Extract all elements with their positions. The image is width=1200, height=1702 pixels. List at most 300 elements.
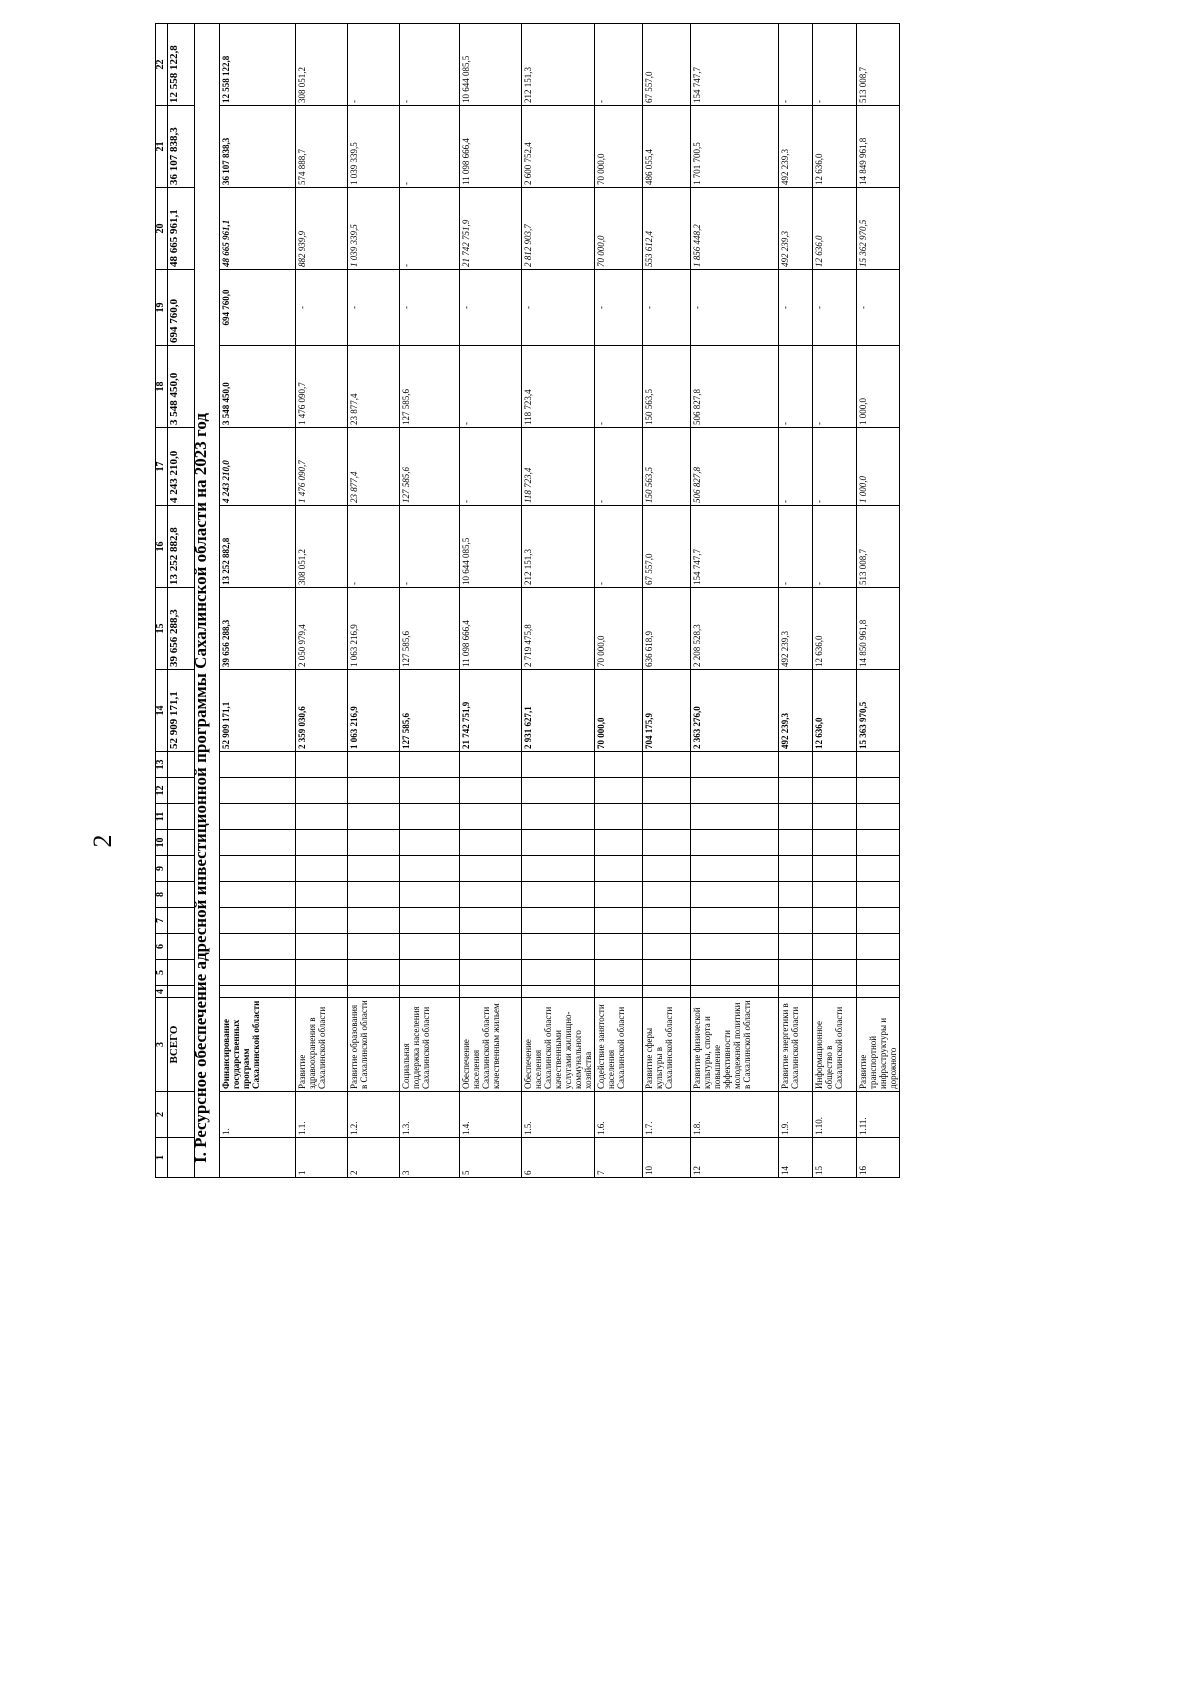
- program-name-cell: Развитие энергетики в Сахалинской области: [779, 998, 813, 1092]
- total-cell: 13 252 882,8: [168, 506, 195, 588]
- empty-cell: [296, 778, 348, 804]
- empty-cell: [813, 908, 857, 934]
- value-cell: -: [813, 506, 857, 588]
- program-name-cell: Обеспечение населения Сахалинской области качественным жильем: [460, 998, 522, 1092]
- value-cell: 67 557,0: [643, 24, 691, 106]
- empty-cell: [813, 778, 857, 804]
- empty-cell: [460, 856, 522, 882]
- section-title: I. Ресурсное обеспечение адресной инвестиционной программы Сахалинской области на 2023 год: [195, 24, 220, 1178]
- program-name-cell: Обеспечение населения Сахалинской области качественными услугами жилищно-коммунального хозяйства: [522, 998, 595, 1092]
- row-index-cell: 5: [460, 1138, 522, 1178]
- value-cell: -: [595, 506, 643, 588]
- value-cell: 1 000,0: [857, 346, 900, 428]
- empty-cell: [779, 960, 813, 986]
- column-number: 15: [156, 588, 168, 670]
- empty-cell: [220, 778, 296, 804]
- empty-cell: [460, 986, 522, 998]
- column-number: 9: [156, 856, 168, 882]
- empty-cell: [779, 752, 813, 778]
- table-row: [220, 24, 296, 1178]
- row-code-cell: 1.6.: [595, 1092, 643, 1138]
- empty-cell: [813, 752, 857, 778]
- empty-cell: [595, 830, 643, 856]
- value-cell: -: [400, 188, 460, 270]
- empty-cell: [296, 830, 348, 856]
- value-cell: 154 747,7: [691, 506, 779, 588]
- value-cell: 694 760,0: [220, 270, 296, 346]
- empty-cell: [522, 960, 595, 986]
- value-cell: 118 723,4: [522, 346, 595, 428]
- value-cell: -: [400, 24, 460, 106]
- column-number: 2: [156, 1092, 168, 1138]
- empty-cell: [348, 934, 400, 960]
- column-number: 16: [156, 506, 168, 588]
- value-cell: 2 600 752,4: [522, 106, 595, 188]
- empty-cell: [813, 934, 857, 960]
- page-number: 2: [88, 834, 117, 848]
- empty-cell: [220, 752, 296, 778]
- column-number: 5: [156, 960, 168, 986]
- program-name-cell: Развитие здравоохранения в Сахалинской области: [296, 998, 348, 1092]
- empty-cell: [220, 856, 296, 882]
- empty-cell: [643, 830, 691, 856]
- value-cell: 4 243 210,0: [220, 428, 296, 506]
- empty-cell: [348, 908, 400, 934]
- value-cell: 2 050 979,4: [296, 588, 348, 670]
- table-row: [522, 24, 595, 1178]
- empty-cell: [857, 934, 900, 960]
- empty-cell: [691, 960, 779, 986]
- empty-cell: [857, 778, 900, 804]
- empty-cell: [643, 882, 691, 908]
- empty-cell: [220, 908, 296, 934]
- program-name-cell: Развитие транспортной инфраструктуры и дорожного: [857, 998, 900, 1092]
- empty-cell: [460, 934, 522, 960]
- value-cell: 15 363 970,5: [857, 670, 900, 752]
- value-cell: 553 612,4: [643, 188, 691, 270]
- row-code-cell: 1.3.: [400, 1092, 460, 1138]
- empty-cell: [691, 856, 779, 882]
- empty-cell: [220, 830, 296, 856]
- value-cell: 2 208 528,3: [691, 588, 779, 670]
- value-cell: -: [643, 270, 691, 346]
- empty-cell: [348, 882, 400, 908]
- value-cell: 1 063 216,9: [348, 670, 400, 752]
- empty-cell: [643, 752, 691, 778]
- row-code-cell: 1.11.: [857, 1092, 900, 1138]
- value-cell: 492 239,3: [779, 670, 813, 752]
- value-cell: -: [595, 24, 643, 106]
- row-index-cell: [220, 1138, 296, 1178]
- table-row: [348, 24, 400, 1178]
- total-cell: 36 107 838,3: [168, 106, 195, 188]
- value-cell: 14 850 961,8: [857, 588, 900, 670]
- table-row: [857, 24, 900, 1178]
- empty-cell: [296, 804, 348, 830]
- empty-cell: [595, 986, 643, 998]
- empty-cell: [522, 908, 595, 934]
- empty-cell: [400, 804, 460, 830]
- empty-cell: [857, 752, 900, 778]
- row-index-cell: 10: [643, 1138, 691, 1178]
- empty-cell: [813, 882, 857, 908]
- empty-cell: [460, 882, 522, 908]
- value-cell: 12 636,0: [813, 188, 857, 270]
- row-index-cell: 6: [522, 1138, 595, 1178]
- value-cell: 513 008,7: [857, 506, 900, 588]
- value-cell: 574 888,7: [296, 106, 348, 188]
- table-row: [595, 24, 643, 1178]
- row-index-cell: 7: [595, 1138, 643, 1178]
- empty-cell: [400, 830, 460, 856]
- empty-cell: [857, 804, 900, 830]
- empty-cell: [691, 830, 779, 856]
- value-cell: 308 051,2: [296, 506, 348, 588]
- empty-cell: [691, 934, 779, 960]
- program-name-cell: Содействие занятости населения Сахалинской области: [595, 998, 643, 1092]
- empty-cell: [400, 752, 460, 778]
- table-row: [813, 24, 857, 1178]
- value-cell: -: [595, 270, 643, 346]
- empty-cell: [522, 934, 595, 960]
- empty-cell: [522, 804, 595, 830]
- table-row: [296, 24, 348, 1178]
- empty-cell: [691, 908, 779, 934]
- row-code-cell: 1.8.: [691, 1092, 779, 1138]
- empty-cell: [595, 752, 643, 778]
- empty-cell: [348, 856, 400, 882]
- value-cell: 704 175,9: [643, 670, 691, 752]
- value-cell: 1 476 090,7: [296, 346, 348, 428]
- empty-cell: [643, 960, 691, 986]
- row-code-cell: 1.10.: [813, 1092, 857, 1138]
- value-cell: 150 563,5: [643, 428, 691, 506]
- value-cell: 2 719 475,8: [522, 588, 595, 670]
- empty-cell: [779, 986, 813, 998]
- empty-cell: [220, 934, 296, 960]
- rotated-table-sheet: [155, 30, 1021, 1178]
- value-cell: -: [400, 270, 460, 346]
- section-title-row: [195, 24, 220, 1178]
- value-cell: -: [691, 270, 779, 346]
- value-cell: 212 151,3: [522, 506, 595, 588]
- empty-cell: [400, 778, 460, 804]
- row-index-cell: 15: [813, 1138, 857, 1178]
- value-cell: 506 827,8: [691, 346, 779, 428]
- table-row: [691, 24, 779, 1178]
- empty-cell: [348, 804, 400, 830]
- total-cell: 3 548 450,0: [168, 346, 195, 428]
- value-cell: 127 585,6: [400, 670, 460, 752]
- total-cell: 52 909 171,1: [168, 670, 195, 752]
- value-cell: 12 636,0: [813, 588, 857, 670]
- value-cell: -: [595, 428, 643, 506]
- total-label: ВСЕГО: [168, 998, 195, 1092]
- empty-cell: [400, 960, 460, 986]
- value-cell: 492 239,3: [779, 188, 813, 270]
- program-name-cell: Развитие физической культуры, спорта и повышение эффективности молодежной политики в Сахалинской области: [691, 998, 779, 1092]
- empty-cell: [400, 908, 460, 934]
- column-number: 14: [156, 670, 168, 752]
- table-row: [643, 24, 691, 1178]
- value-cell: 1 039 339,5: [348, 106, 400, 188]
- empty-cell: [643, 804, 691, 830]
- column-number: 3: [156, 998, 168, 1092]
- value-cell: 10 644 085,5: [460, 506, 522, 588]
- empty-cell: [460, 804, 522, 830]
- value-cell: 12 636,0: [813, 670, 857, 752]
- value-cell: 70 000,0: [595, 588, 643, 670]
- value-cell: -: [779, 270, 813, 346]
- empty-cell: [813, 804, 857, 830]
- empty-cell: [400, 986, 460, 998]
- column-number: 12: [156, 778, 168, 804]
- table-row: [460, 24, 522, 1178]
- value-cell: 70 000,0: [595, 188, 643, 270]
- column-number: 21: [156, 106, 168, 188]
- empty-cell: [522, 830, 595, 856]
- empty-cell: [348, 778, 400, 804]
- empty-cell: [857, 856, 900, 882]
- value-cell: -: [813, 270, 857, 346]
- column-number: 13: [156, 752, 168, 778]
- empty-cell: [779, 908, 813, 934]
- value-cell: 492 239,3: [779, 106, 813, 188]
- value-cell: 67 557,0: [643, 506, 691, 588]
- empty-cell: [522, 752, 595, 778]
- column-number: 18: [156, 346, 168, 428]
- value-cell: 48 665 961,1: [220, 188, 296, 270]
- column-number: 4: [156, 986, 168, 998]
- program-name-cell: Развитие сферы культуры в Сахалинской области: [643, 998, 691, 1092]
- value-cell: -: [813, 346, 857, 428]
- value-cell: 486 055,4: [643, 106, 691, 188]
- empty-cell: [296, 960, 348, 986]
- empty-cell: [220, 882, 296, 908]
- value-cell: -: [460, 270, 522, 346]
- empty-cell: [296, 752, 348, 778]
- table-row: [779, 24, 813, 1178]
- value-cell: 127 585,6: [400, 588, 460, 670]
- value-cell: -: [460, 346, 522, 428]
- column-number: 11: [156, 804, 168, 830]
- value-cell: 506 827,8: [691, 428, 779, 506]
- value-cell: 12 558 122,8: [220, 24, 296, 106]
- value-cell: -: [296, 270, 348, 346]
- value-cell: 118 723,4: [522, 428, 595, 506]
- empty-cell: [522, 856, 595, 882]
- value-cell: -: [779, 24, 813, 106]
- value-cell: 1 476 090,7: [296, 428, 348, 506]
- value-cell: -: [813, 24, 857, 106]
- empty-cell: [779, 882, 813, 908]
- empty-cell: [813, 856, 857, 882]
- empty-cell: [522, 778, 595, 804]
- value-cell: 2 363 276,0: [691, 670, 779, 752]
- empty-cell: [779, 804, 813, 830]
- empty-cell: [296, 908, 348, 934]
- value-cell: 1 063 216,9: [348, 588, 400, 670]
- value-cell: 212 151,3: [522, 24, 595, 106]
- empty-cell: [813, 960, 857, 986]
- row-index-cell: 1: [296, 1138, 348, 1178]
- empty-cell: [348, 752, 400, 778]
- value-cell: 882 939,9: [296, 188, 348, 270]
- row-code-cell: 1.: [220, 1092, 296, 1138]
- empty-cell: [220, 960, 296, 986]
- value-cell: 636 618,9: [643, 588, 691, 670]
- value-cell: 1 856 448,2: [691, 188, 779, 270]
- empty-cell: [296, 882, 348, 908]
- empty-cell: [400, 934, 460, 960]
- row-index-cell: 14: [779, 1138, 813, 1178]
- column-number: 19: [156, 270, 168, 346]
- table-row: [400, 24, 460, 1178]
- value-cell: 39 656 288,3: [220, 588, 296, 670]
- value-cell: -: [348, 506, 400, 588]
- value-cell: 21 742 751,9: [460, 670, 522, 752]
- empty-cell: [348, 830, 400, 856]
- empty-cell: [522, 986, 595, 998]
- value-cell: 127 585,6: [400, 346, 460, 428]
- value-cell: 3 548 450,0: [220, 346, 296, 428]
- empty-cell: [595, 960, 643, 986]
- value-cell: -: [779, 428, 813, 506]
- value-cell: -: [400, 506, 460, 588]
- empty-cell: [348, 960, 400, 986]
- value-cell: 10 644 085,5: [460, 24, 522, 106]
- value-cell: 2 359 030,6: [296, 670, 348, 752]
- column-number: 17: [156, 428, 168, 506]
- value-cell: 513 008,7: [857, 24, 900, 106]
- empty-cell: [400, 882, 460, 908]
- value-cell: -: [348, 270, 400, 346]
- value-cell: 52 909 171,1: [220, 670, 296, 752]
- empty-cell: [691, 986, 779, 998]
- column-number: 8: [156, 882, 168, 908]
- column-number: 7: [156, 908, 168, 934]
- row-index-cell: 3: [400, 1138, 460, 1178]
- investment-program-table: [155, 23, 900, 1178]
- program-name-cell: Информационное общество в Сахалинской области: [813, 998, 857, 1092]
- value-cell: -: [779, 506, 813, 588]
- row-code-cell: 1.7.: [643, 1092, 691, 1138]
- total-cell: 48 665 961,1: [168, 188, 195, 270]
- program-name-cell: Социальная поддержка населения Сахалинской области: [400, 998, 460, 1092]
- empty-cell: [220, 986, 296, 998]
- total-cell: 4 243 210,0: [168, 428, 195, 506]
- value-cell: 154 747,7: [691, 24, 779, 106]
- value-cell: -: [779, 346, 813, 428]
- total-cell: 39 656 288,3: [168, 588, 195, 670]
- empty-cell: [857, 960, 900, 986]
- empty-cell: [460, 960, 522, 986]
- empty-cell: [400, 856, 460, 882]
- empty-cell: [595, 882, 643, 908]
- row-index-cell: 12: [691, 1138, 779, 1178]
- value-cell: 21 742 751,9: [460, 188, 522, 270]
- empty-cell: [643, 934, 691, 960]
- value-cell: -: [595, 346, 643, 428]
- total-cell: 694 760,0: [168, 270, 195, 346]
- value-cell: 308 051,2: [296, 24, 348, 106]
- empty-cell: [595, 778, 643, 804]
- program-name-cell: Финансирование государственных программ Сахалинской области: [220, 998, 296, 1092]
- value-cell: 23 877,4: [348, 428, 400, 506]
- empty-cell: [813, 986, 857, 998]
- row-code-cell: 1.1.: [296, 1092, 348, 1138]
- row-index-cell: 2: [348, 1138, 400, 1178]
- program-name-cell: Развитие образования в Сахалинской области: [348, 998, 400, 1092]
- column-number: 6: [156, 934, 168, 960]
- value-cell: 127 585,6: [400, 428, 460, 506]
- empty-cell: [857, 882, 900, 908]
- value-cell: 13 252 882,8: [220, 506, 296, 588]
- empty-cell: [296, 986, 348, 998]
- value-cell: 12 636,0: [813, 106, 857, 188]
- column-number: 22: [156, 24, 168, 106]
- column-number: 1: [156, 1138, 168, 1178]
- total-cell: 12 558 122,8: [168, 24, 195, 106]
- empty-cell: [460, 830, 522, 856]
- empty-cell: [595, 908, 643, 934]
- empty-cell: [348, 986, 400, 998]
- empty-cell: [813, 830, 857, 856]
- value-cell: 2 931 627,1: [522, 670, 595, 752]
- value-cell: 1 701 700,5: [691, 106, 779, 188]
- value-cell: 2 812 903,7: [522, 188, 595, 270]
- empty-cell: [460, 778, 522, 804]
- value-cell: 70 000,0: [595, 670, 643, 752]
- value-cell: -: [857, 270, 900, 346]
- column-number: 10: [156, 830, 168, 856]
- row-code-cell: 1.2.: [348, 1092, 400, 1138]
- empty-cell: [691, 882, 779, 908]
- column-number-row: [156, 24, 168, 1178]
- row-code-cell: 1.9.: [779, 1092, 813, 1138]
- empty-cell: [595, 804, 643, 830]
- empty-cell: [220, 804, 296, 830]
- empty-cell: [691, 804, 779, 830]
- row-code-cell: 1.5.: [522, 1092, 595, 1138]
- empty-cell: [779, 778, 813, 804]
- value-cell: 70 000,0: [595, 106, 643, 188]
- empty-cell: [460, 908, 522, 934]
- value-cell: 15 362 970,5: [857, 188, 900, 270]
- value-cell: -: [348, 24, 400, 106]
- value-cell: 492 239,3: [779, 588, 813, 670]
- value-cell: 1 039 339,5: [348, 188, 400, 270]
- empty-cell: [857, 830, 900, 856]
- empty-cell: [691, 752, 779, 778]
- value-cell: -: [813, 428, 857, 506]
- value-cell: 11 098 666,4: [460, 588, 522, 670]
- empty-cell: [779, 830, 813, 856]
- empty-cell: [643, 908, 691, 934]
- value-cell: 150 563,5: [643, 346, 691, 428]
- empty-cell: [857, 986, 900, 998]
- empty-cell: [522, 882, 595, 908]
- empty-cell: [779, 934, 813, 960]
- value-cell: 11 098 666,4: [460, 106, 522, 188]
- empty-cell: [779, 856, 813, 882]
- column-number: 20: [156, 188, 168, 270]
- empty-cell: [857, 908, 900, 934]
- empty-cell: [296, 856, 348, 882]
- empty-cell: [595, 856, 643, 882]
- value-cell: -: [522, 270, 595, 346]
- empty-cell: [643, 986, 691, 998]
